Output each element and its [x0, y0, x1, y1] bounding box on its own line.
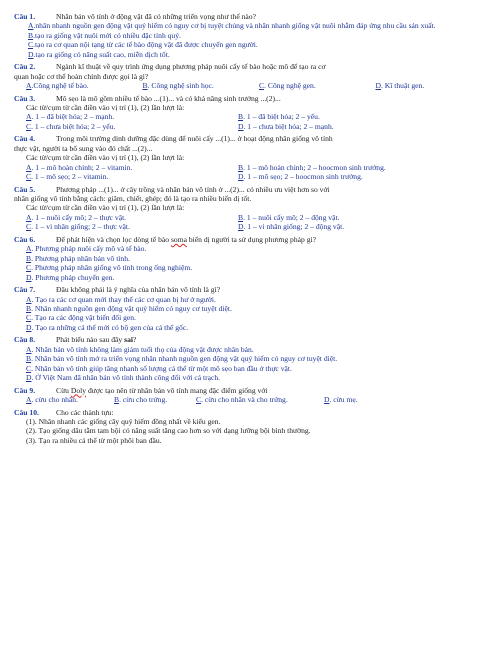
option-d[interactable]: D. 1 – chưa biệt hóa; 2 – mạnh.	[238, 121, 334, 131]
option-c[interactable]: C. 1 – mô sẹo; 2 – vitamin.	[26, 172, 109, 182]
option-a[interactable]: A. cừu cho nhân.	[26, 394, 78, 404]
option-b[interactable]: B. 1 – nuôi cấy mô; 2 – động vật.	[238, 212, 340, 222]
option-b[interactable]: B. Nhân nhanh nguồn gen động vật quý hiếm có nguy cơ tuyệt diệt.	[26, 303, 232, 313]
question-stem: Ngành kĩ thuật về quy trình ứng dụng phương pháp nuôi cấy tế bào hoặc mô để tạo ra cơ	[56, 62, 326, 72]
question-stem-continued: quan hoặc cơ thể hoàn chỉnh được gọi là gì?	[14, 71, 149, 81]
question-stem: Phát biểu nào sau đây sai?	[56, 335, 137, 345]
option-d[interactable]: D. Ở Việt Nam đã nhân bản vô tính thành công đối với cá trạch.	[26, 372, 221, 382]
option-c[interactable]: C. cừu cho nhân và cho trứng.	[196, 394, 288, 404]
question-3	[14, 94, 480, 132]
list-item: (3). Tạo ra nhiều cá thể từ một phôi ban đầu.	[26, 435, 162, 445]
quiz-page	[14, 12, 480, 448]
question-number: Câu 3.	[14, 93, 36, 103]
option-b[interactable]: B. 1 – mô hoàn chỉnh; 2 – hoocmon sinh trưởng.	[238, 162, 386, 172]
option-a[interactable]: A. Nhân bản vô tính không làm giảm tuổi thọ của động vật được nhân bản.	[26, 344, 254, 354]
question-stem: Đâu không phải là ý nghĩa của nhân bản vô tính là gì?	[56, 285, 221, 295]
question-stem: Để phát hiện và chọn lọc dòng tế bào soma biến dị người ta sử dụng phương pháp gì?	[56, 234, 316, 244]
option-d[interactable]: D. Phương pháp chuyển gen.	[26, 272, 115, 282]
option-a[interactable]: A. 1 – nuôi cấy mô; 2 – thực vật.	[26, 212, 127, 222]
question-8	[14, 335, 480, 382]
question-5	[14, 185, 480, 232]
list-item: (1). Nhân nhanh các giống cây quý hiếm đồng nhất về kiểu gen.	[26, 416, 221, 426]
option-c[interactable]: C. Nhân bản vô tính giúp tăng nhanh số lượng cá thể từ một mô sẹo ban đầu ở thực vật.	[26, 363, 292, 373]
question-stem: Phương pháp ...(1)... ở cây trồng và nhân bản vô tính ở ...(2)... có nhiều ưu việt hơn so với	[56, 184, 330, 194]
question-10	[14, 408, 480, 446]
option-d[interactable]: D.tạo ra giống có năng suất cao, miễn dịch tốt.	[28, 49, 170, 59]
question-stem: Cừu Doly được tạo nên từ nhân bản vô tính mang đặc điểm giống với	[56, 385, 268, 395]
option-a[interactable]: A. 1 – mô hoàn chỉnh; 2 – vitamin.	[26, 162, 133, 172]
option-a[interactable]: A. Phương pháp nuôi cấy mô và tế bào.	[26, 244, 147, 254]
question-number: Câu 2.	[14, 62, 36, 72]
question-stem-continued: nhân giống vô tính bằng cách: giâm, chiết, ghép; đó là tạo ra nhiều biến dị tốt.	[14, 194, 252, 204]
option-d[interactable]: D. cừu mẹ.	[324, 394, 358, 404]
question-number: Câu 6.	[14, 234, 36, 244]
option-d[interactable]: D. 1 – vi nhân giống; 2 – động vật.	[238, 222, 345, 232]
question-number: Câu 9.	[14, 385, 36, 395]
question-6	[14, 235, 480, 282]
question-number: Câu 7.	[14, 285, 36, 295]
option-b[interactable]: B. Công nghệ sinh học.	[142, 81, 214, 91]
question-9	[14, 386, 480, 405]
option-a[interactable]: A. Tạo ra các cơ quan mới thay thế các cơ quan bị hư ở người.	[26, 294, 216, 304]
question-7	[14, 285, 480, 332]
list-item: (2). Tạo giống dâu tằm tam bội có năng suất tăng cao hơn so với dạng lưỡng bội bình thường.	[26, 426, 311, 436]
question-stem: Mô sẹo là mô gồm nhiều tế bào ...(1)... và có khả năng sinh trưởng ...(2)...	[56, 93, 281, 103]
option-c[interactable]: C. Công nghệ gen.	[259, 81, 316, 91]
option-c[interactable]: C. 1 – vi nhân giống; 2 – thực vật.	[26, 222, 130, 232]
option-d[interactable]: D. Tạo ra những cá thể mới có bộ gen của cá thể gốc.	[26, 322, 189, 332]
option-c[interactable]: C. 1 – chưa biệt hóa; 2 – yếu.	[26, 121, 116, 131]
option-b[interactable]: B. 1 – đã biệt hóa; 2 – yếu.	[238, 112, 320, 122]
question-stem: Cho các thành tựu:	[56, 407, 114, 417]
option-b[interactable]: B.tạo ra giống vật nuôi mới có nhiều đặc tính quý.	[28, 30, 181, 40]
question-prompt: Các từ/cụm từ cần điền vào vị trí (1), (2) lần lượt là:	[26, 153, 185, 163]
option-b[interactable]: B. cừu cho trứng.	[114, 394, 168, 404]
question-prompt: Các từ/cụm từ cần điền vào vị trí (1), (2) lần lượt là:	[26, 103, 185, 113]
option-d[interactable]: D. 1 – mô sẹo; 2 – hoocmon sinh trưởng.	[238, 172, 363, 182]
question-number: Câu 5.	[14, 184, 36, 194]
option-d[interactable]: D. Kĩ thuật gen.	[375, 81, 425, 91]
question-stem: Trong môi trường dinh dưỡng đặc dùng để nuôi cấy ...(1)... ở hoạt động nhân giống vô tính	[56, 134, 333, 144]
question-number: Câu 10.	[14, 407, 39, 417]
option-a[interactable]: A.Công nghệ tế bào.	[26, 81, 89, 91]
question-4	[14, 134, 480, 181]
option-a[interactable]: A.nhân nhanh nguồn gen động vật quý hiếm có nguy cơ bị tuyệt chủng và nhân nhanh giống vật nuôi nhằm đáp ứng nhu cầu sản xuất.	[28, 21, 436, 31]
option-b[interactable]: B. Phương pháp nhân bản vô tính.	[26, 253, 130, 263]
question-2	[14, 62, 480, 90]
question-1	[14, 12, 480, 59]
question-number: Câu 4.	[14, 134, 36, 144]
question-number: Câu 1.	[14, 12, 36, 21]
question-prompt: Các từ/cụm từ cần điền vào vị trí (1), (2) lần lượt là:	[26, 203, 185, 213]
question-number: Câu 8.	[14, 335, 36, 345]
option-c[interactable]: C. Tạo ra các động vật biến đổi gen.	[26, 313, 136, 323]
option-a[interactable]: A. 1 – đã biệt hóa; 2 – mạnh.	[26, 112, 115, 122]
question-stem-continued: thực vật, người ta bổ sung vào đó chất ...(2)...	[14, 143, 153, 153]
question-stem: Nhân bản vô tính ở động vật đã có những triển vọng như thế nào?	[56, 12, 256, 21]
option-b[interactable]: B. Nhân bản vô tính mở ra triển vọng nhân nhanh nguồn gen động vật quý hiếm có nguy cơ tuyệt diệt.	[26, 354, 338, 364]
option-c[interactable]: C. Phương pháp nhân giống vô tính trong ống nghiệm.	[26, 263, 193, 273]
option-c[interactable]: C.tạo ra cơ quan nội tạng từ các tế bào động vật đã được chuyển gen người.	[28, 40, 258, 50]
